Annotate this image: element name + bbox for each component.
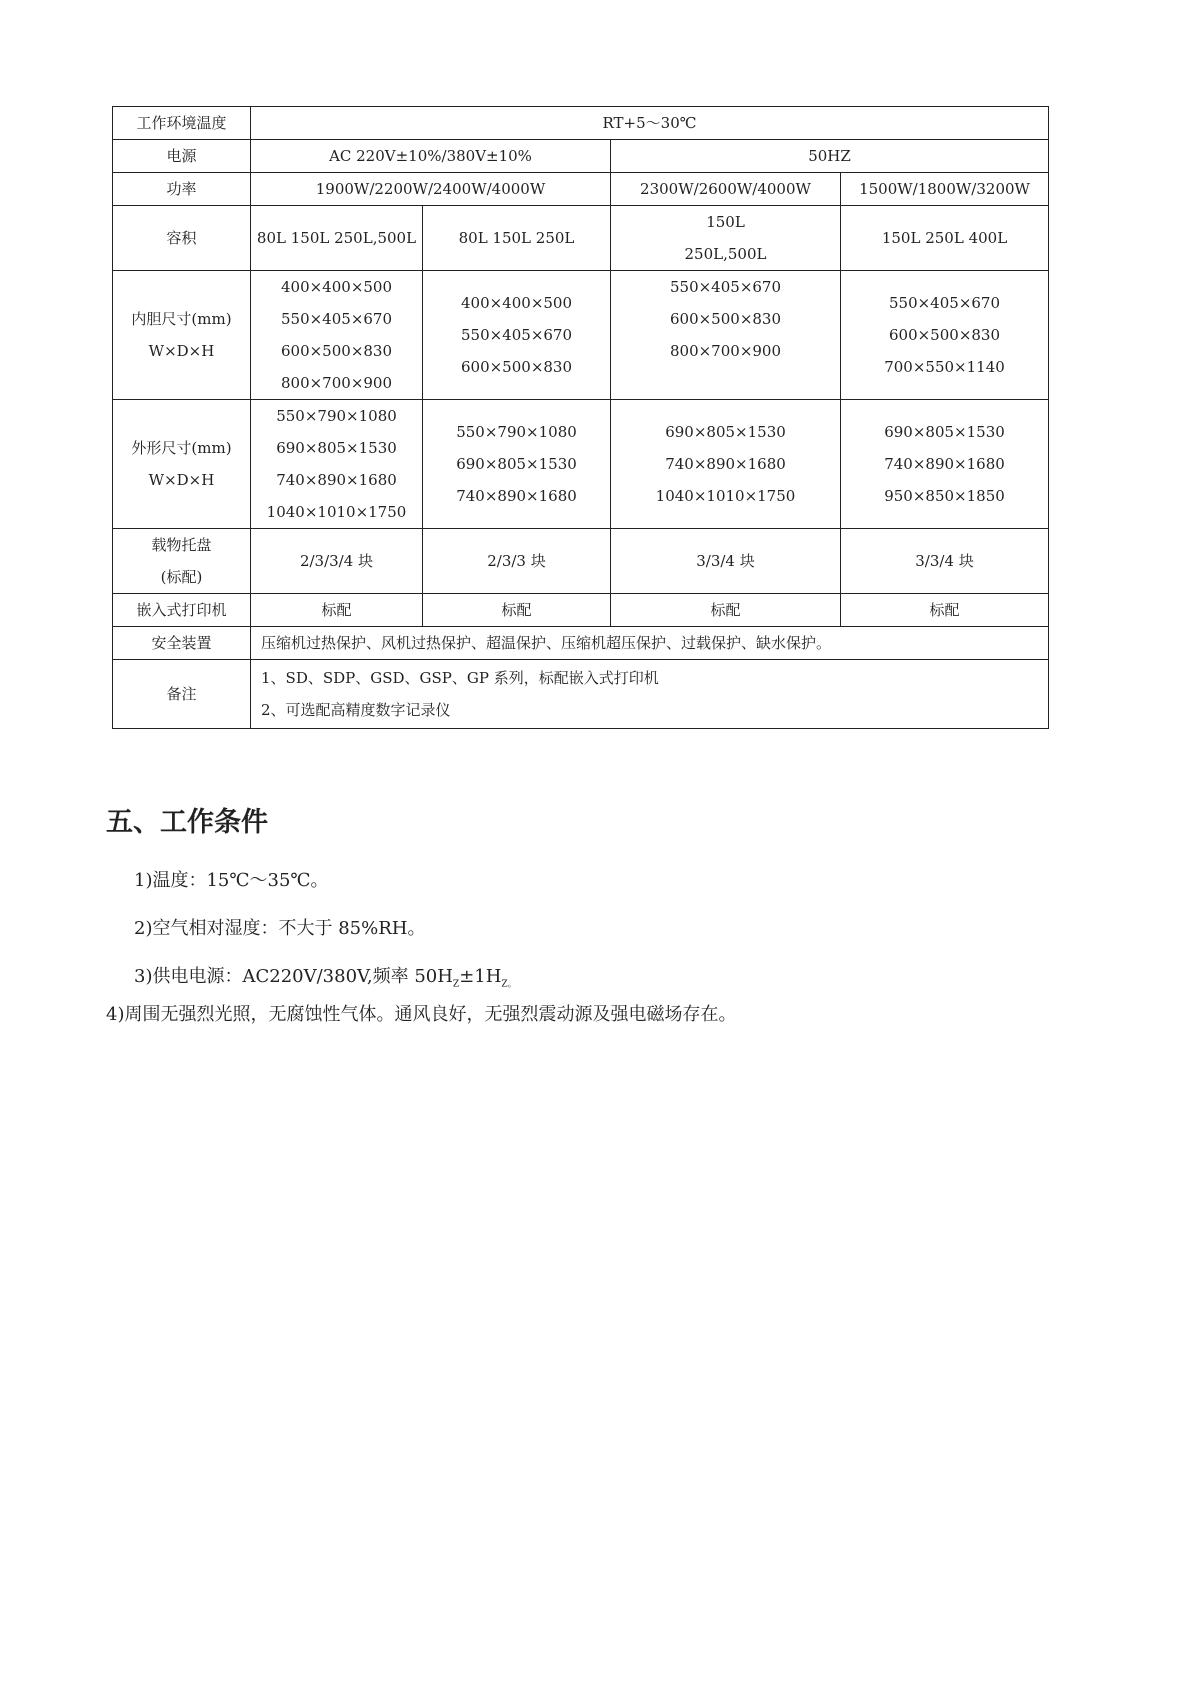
cell: 2/3/3 块 (423, 529, 611, 594)
cell (611, 206, 841, 271)
cell (251, 660, 1049, 729)
section-title: 五、工作条件 (106, 807, 268, 838)
cell: 1500W/1800W/3200W (841, 173, 1049, 206)
line: W×D×H (148, 342, 215, 360)
row-label: 电源 (113, 140, 251, 173)
text: ±1H (459, 966, 502, 987)
cell (611, 271, 841, 400)
condition-item (134, 962, 517, 990)
row-label: 容积 (113, 206, 251, 271)
line: 600×500×830 (888, 326, 1001, 344)
cell: AC 220V±10%/380V±10% (251, 140, 611, 173)
line: 600×500×830 (669, 310, 782, 328)
line: 550×405×670 (888, 294, 1001, 312)
subscript: Z。 (501, 979, 517, 990)
line: 690×805×1530 (276, 439, 397, 457)
cell (841, 271, 1049, 400)
row-label (113, 400, 251, 529)
text: 3)供电电源：AC220V/380V,频率 50H (134, 966, 453, 987)
line: 950×850×1850 (884, 487, 1005, 505)
row-label (113, 529, 251, 594)
cell: 标配 (611, 594, 841, 627)
cell (251, 400, 423, 529)
line: 550×405×670 (460, 326, 573, 344)
cell: 压缩机过热保护、风机过热保护、超温保护、压缩机超压保护、过载保护、缺水保护。 (251, 627, 1049, 660)
line: 400×400×500 (460, 294, 573, 312)
condition-item: 4)周围无强烈光照，无腐蚀性气体。通风良好，无强烈震动源及强电磁场存在。 (106, 1004, 737, 1025)
cell (423, 271, 611, 400)
row-label: 备注 (113, 660, 251, 729)
line: 700×550×1140 (884, 358, 1005, 376)
cell: 150L 250L 400L (841, 206, 1049, 271)
line: 内胆尺寸(mm) (131, 310, 232, 328)
line: 600×500×830 (460, 358, 573, 376)
line: 800×700×900 (669, 342, 782, 360)
line: 外形尺寸(mm) (131, 439, 232, 457)
line: 690×805×1530 (456, 455, 577, 473)
line: 150L (706, 213, 745, 231)
line: 550×405×670 (280, 310, 393, 328)
cell: 标配 (251, 594, 423, 627)
condition-item: 2)空气相对湿度：不大于 85%RH。 (134, 918, 426, 939)
line: 740×890×1680 (884, 455, 1005, 473)
line: 550×790×1080 (276, 407, 397, 425)
line: 690×805×1530 (665, 423, 786, 441)
line: 740×890×1680 (276, 471, 397, 489)
line: W×D×H (148, 471, 215, 489)
line: 740×890×1680 (665, 455, 786, 473)
cell: 50HZ (611, 140, 1049, 173)
subscript: Z (452, 979, 460, 990)
cell: 80L 150L 250L,500L (251, 206, 423, 271)
line: 400×400×500 (280, 278, 393, 296)
cell (841, 400, 1049, 529)
row-label: 功率 (113, 173, 251, 206)
line: 800×700×900 (280, 374, 393, 392)
row-label: 安全装置 (113, 627, 251, 660)
cell: 标配 (423, 594, 611, 627)
cell: 2/3/3/4 块 (251, 529, 423, 594)
row-label (113, 271, 251, 400)
line: 1、SD、SDP、GSD、GSP、GP 系列，标配嵌入式打印机 (261, 669, 659, 687)
cell: 3/3/4 块 (841, 529, 1049, 594)
cell: 标配 (841, 594, 1049, 627)
line: 690×805×1530 (884, 423, 1005, 441)
cell (423, 400, 611, 529)
line: (标配) (160, 568, 203, 586)
cell: 3/3/4 块 (611, 529, 841, 594)
line: 550×790×1080 (456, 423, 577, 441)
cell (251, 271, 423, 400)
spec-table (112, 106, 1049, 729)
cell (611, 400, 841, 529)
line: 550×405×670 (669, 278, 782, 296)
cell: 1900W/2200W/2400W/4000W (251, 173, 611, 206)
row-label: 工作环境温度 (113, 107, 251, 140)
line: 1040×1010×1750 (266, 503, 407, 521)
line: 载物托盘 (151, 536, 212, 554)
cell: 80L 150L 250L (423, 206, 611, 271)
condition-item: 1)温度：15℃～35℃。 (134, 870, 329, 891)
row-label: 嵌入式打印机 (113, 594, 251, 627)
line: 1040×1010×1750 (655, 487, 796, 505)
line: 600×500×830 (280, 342, 393, 360)
line: 250L,500L (684, 245, 767, 263)
line: 2、可选配高精度数字记录仪 (261, 701, 451, 719)
line: 740×890×1680 (456, 487, 577, 505)
cell: 2300W/2600W/4000W (611, 173, 841, 206)
cell: RT+5～30℃ (251, 107, 1049, 140)
